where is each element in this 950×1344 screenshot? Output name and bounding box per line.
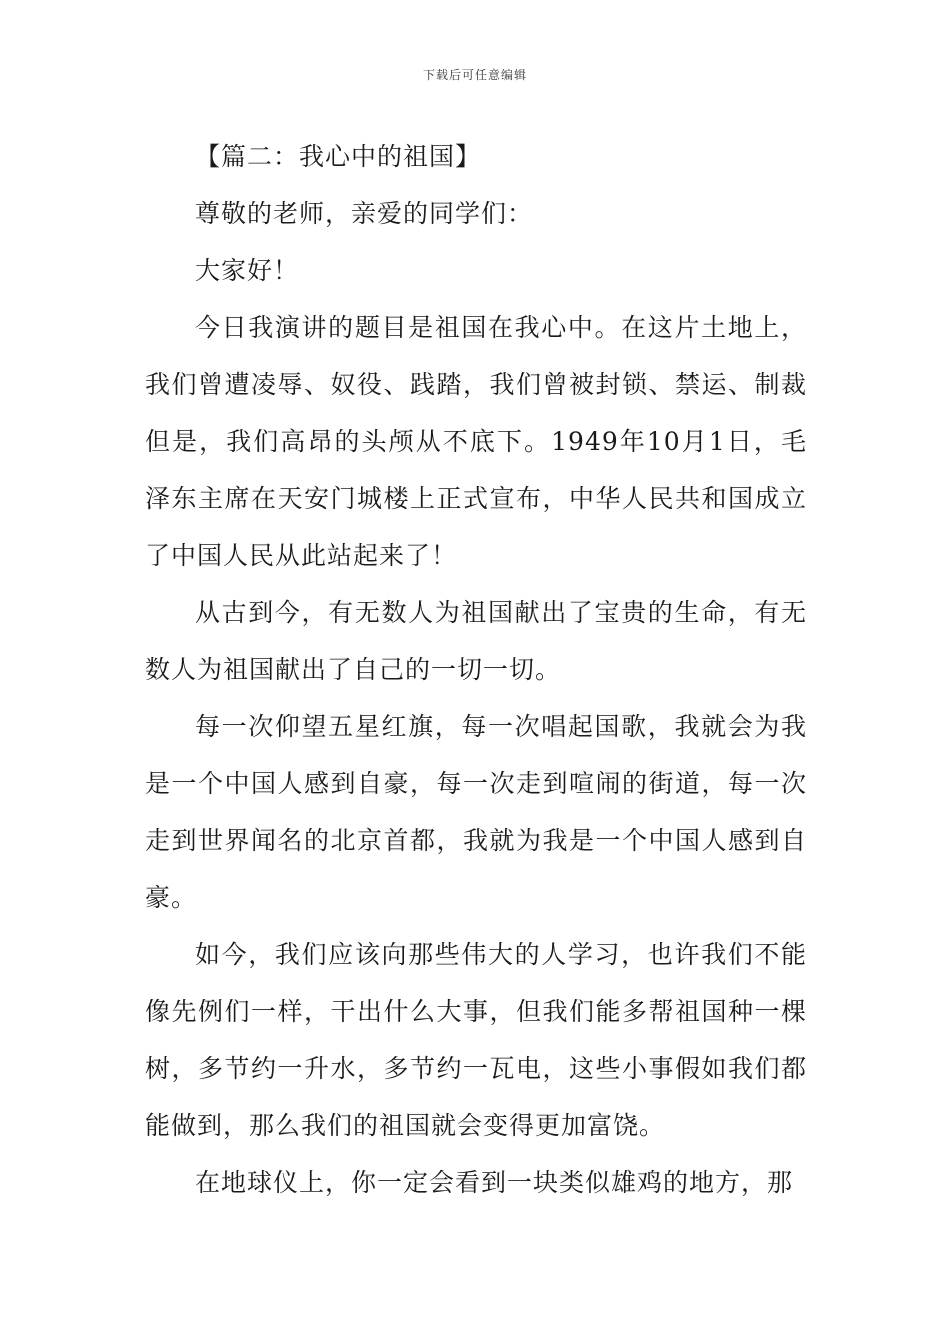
paragraph-sacrifice: 从古到今，有无数人为祖国献出了宝贵的生命，有无数人为祖国献出了自己的一切一切。 [145,598,807,684]
paragraph-globe: 在地球仪上，你一定会看到一块类似雄鸡的地方，那 [195,1168,794,1197]
document-body [145,128,807,1211]
document-title: 【篇二：我心中的祖国】 [195,142,482,171]
paragraph-hello: 大家好！ [195,256,300,285]
paragraph-learning: 如今，我们应该向那些伟大的人学习，也许我们不能像先例们一样，干出什么大事，但我们能多帮祖国种一棵树，多节约一升水，多节约一瓦电，这些小事假如我们都能做到，那么我们的祖国就会变得更加富饶。 [145,940,807,1140]
paragraph-topic: 今日我演讲的题目是祖国在我心中。在这片土地上，我们曾遭凌辱、奴役、践踏，我们曾被封锁、禁运、制裁但是，我们高昂的头颅从不底下。1949年10月1日，毛泽东主席在天安门城楼上正式宣布，中华人民共和国成立了中国人民从此站起来了！ [145,313,807,570]
page-header-note: 下载后可任意编辑 [422,68,527,82]
paragraph-greeting: 尊敬的老师，亲爱的同学们： [195,199,534,228]
paragraph-pride: 每一次仰望五星红旗，每一次唱起国歌，我就会为我是一个中国人感到自豪，每一次走到喧闹的街道，每一次走到世界闻名的北京首都，我就为我是一个中国人感到自豪。 [145,712,807,912]
